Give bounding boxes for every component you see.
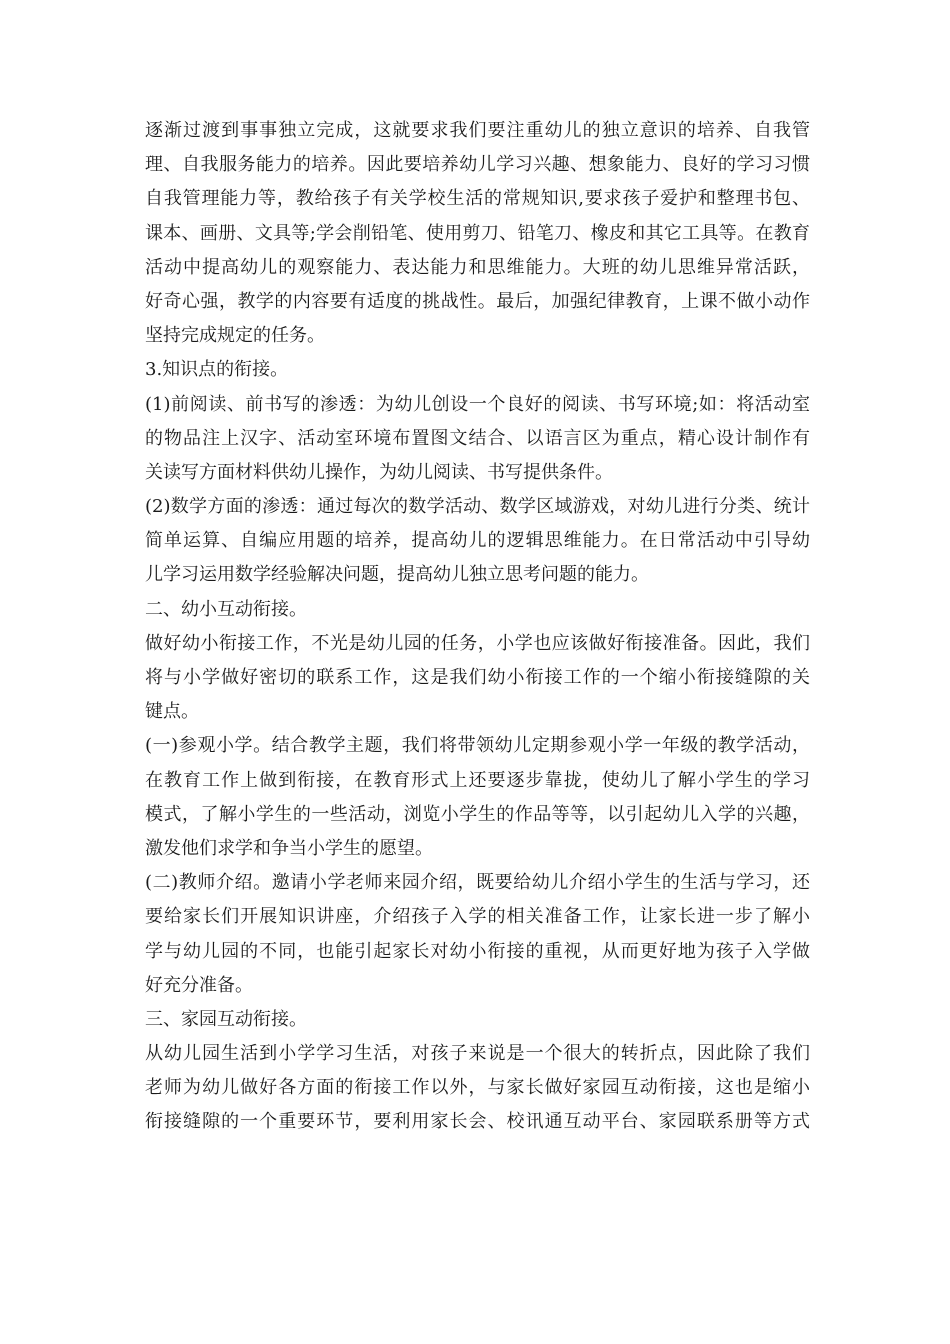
text-line: 学与幼儿园的不同，也能引起家长对幼小衔接的重视，从而更好地为孩子入学做: [145, 940, 810, 962]
text-line: 将与小学做好密切的联系工作，这是我们幼小衔接工作的一个缩小衔接缝隙的关: [145, 667, 810, 688]
text-line: 键点。: [145, 701, 199, 723]
text-line: 要给家长们开展知识讲座，介绍孩子入学的相关准备工作，让家长进一步了解小: [145, 906, 810, 928]
text-line: 坚持完成规定的任务。: [145, 325, 325, 347]
text-line: (2)数学方面的渗透：通过每次的数学活动、数学区域游戏，对幼儿进行分类、统计: [145, 496, 810, 518]
text-line: 模式，了解小学生的一些活动，浏览小学生的作品等等，以引起幼儿入学的兴趣，: [145, 803, 810, 825]
text-line: 关读写方面材料供幼儿操作，为幼儿阅读、书写提供条件。: [145, 461, 613, 483]
text-line: 自我管理能力等，教给孩子有关学校生活的常规知识,要求孩子爱护和整理书包、: [145, 188, 810, 210]
text-line: 老师为幼儿做好各方面的衔接工作以外，与家长做好家园互动衔接，这也是缩小: [145, 1077, 810, 1099]
text-line: 活动中提高幼儿的观察能力、表达能力和思维能力。大班的幼儿思维异常活跃，: [145, 256, 810, 278]
text-line: 好充分准备。: [145, 974, 253, 996]
text-line: 理、自我服务能力的培养。因此要培养幼儿学习兴趣、想象能力、良好的学习习惯: [145, 154, 810, 176]
text-line: 三、家园互动衔接。: [145, 1008, 307, 1030]
text-line: 简单运算、自编应用题的培养，提高幼儿的逻辑思维能力。在日常活动中引导幼: [145, 530, 810, 552]
text-line: (一)参观小学。结合教学主题，我们将带领幼儿定期参观小学一年级的教学活动，: [145, 735, 810, 757]
text-line: 在教育工作上做到衔接，在教育形式上还要逐步靠拢，使幼儿了解小学生的学习: [145, 769, 810, 791]
text-line: 逐渐过渡到事事独立完成，这就要求我们要注重幼儿的独立意识的培养、自我管: [145, 120, 810, 141]
text-line: 好奇心强，教学的内容要有适度的挑战性。最后，加强纪律教育，上课不做小动作: [145, 290, 810, 312]
text-line: (二)教师介绍。邀请小学老师来园介绍，既要给幼儿介绍小学生的生活与学习，还: [145, 872, 810, 894]
text-line: 衔接缝隙的一个重要环节，要利用家长会、校讯通互动平台、家园联系册等方式: [145, 1111, 810, 1133]
text-line: 儿学习运用数学经验解决问题，提高幼儿独立思考问题的能力。: [145, 564, 649, 586]
text-line: 二、幼小互动衔接。: [145, 598, 307, 620]
text-line: 激发他们求学和争当小学生的愿望。: [145, 837, 433, 859]
text-line: 课本、画册、文具等;学会削铅笔、使用剪刀、铅笔刀、橡皮和其它工具等。在教育: [145, 222, 810, 244]
text-line: 3.知识点的衔接。: [145, 359, 289, 381]
document-body: [145, 114, 810, 1140]
text-line: 的物品注上汉字、活动室环境布置图文结合、以语言区为重点，精心设计制作有: [145, 427, 810, 449]
text-line: (1)前阅读、前书写的渗透：为幼儿创设一个良好的阅读、书写环境;如：将活动室: [145, 393, 810, 415]
text-line: 做好幼小衔接工作，不光是幼儿园的任务，小学也应该做好衔接准备。因此，我们: [145, 632, 810, 654]
text-line: 从幼儿园生活到小学学习生活，对孩子来说是一个很大的转折点，因此除了我们: [145, 1043, 810, 1065]
